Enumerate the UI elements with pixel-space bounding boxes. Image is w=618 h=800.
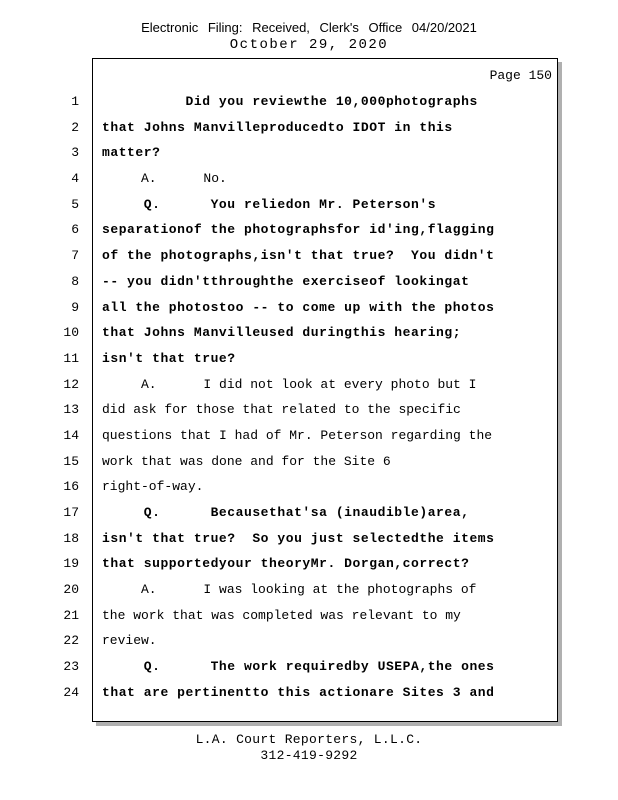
line-text: review. [102,633,157,649]
transcript-line [0,577,558,603]
page-number-row [0,63,558,89]
line-text: Q. You reliedon Mr. Peterson's [102,196,437,212]
line-text: that are pertinentto this actionare Sites 3 and [102,684,495,700]
line-number: 13 [63,402,79,418]
line-number: 6 [71,222,79,238]
line-number: 21 [63,607,79,623]
line-number: 14 [63,427,79,443]
line-text: Q. The work requiredby USEPA,the ones [102,659,495,675]
reporter-phone: 312-419-9292 [260,748,358,763]
line-text: -- you didn'tthroughthe exerciseof lookingat [102,273,470,289]
transcript-line [0,500,558,526]
line-text: isn't that true? So you just selectedthe items [102,530,495,546]
line-number: 19 [63,556,79,572]
line-text: A. No. [102,171,227,187]
line-text: that Johns Manvilleused duringthis hearing; [102,325,462,341]
line-text: A. I was looking at the photographs of [102,582,477,598]
line-number: 10 [63,325,79,341]
transcript-line [0,654,558,680]
transcript-line [0,294,558,320]
transcript-line [0,320,558,346]
line-text: of the photographs,isn't that true? You didn't [102,248,495,264]
transcript-line [0,89,558,115]
transcript-line [0,191,558,217]
transcript-line [0,448,558,474]
transcript-line [0,269,558,295]
line-text: all the photostoo -- to come up with the photos [102,299,495,315]
transcript-line [0,166,558,192]
transcript-line [0,602,558,628]
line-text: A. I did not look at every photo but I [102,376,477,392]
line-number: 7 [71,248,79,264]
line-number: 8 [71,273,79,289]
transcript-line [0,346,558,372]
reporter-company: L.A. Court Reporters, L.L.C. [195,732,423,747]
line-text: work that was done and for the Site 6 [102,453,391,469]
transcript-line [0,423,558,449]
transcript-line [0,140,558,166]
line-number: 9 [71,299,79,315]
line-text: the work that was completed was relevant to my [102,607,461,623]
line-number: 1 [71,94,79,110]
transcript-line [0,525,558,551]
line-number: 18 [63,530,79,546]
filing-header [0,20,618,53]
line-number: 16 [63,479,79,495]
line-number: 11 [63,350,79,366]
line-text: questions that I had of Mr. Peterson regarding the [102,427,493,443]
transcript-line [0,114,558,140]
line-text: separationof the photographsfor id'ing,flagging [102,222,495,238]
line-number: 23 [63,659,79,675]
line-number: 17 [63,505,79,521]
transcript-line [0,243,558,269]
line-text: right-of-way. [102,479,204,495]
line-number: 3 [71,145,79,161]
transcript-line [0,217,558,243]
hearing-date: October 29, 2020 [229,37,389,53]
page-number-label: Page 150 [489,68,552,84]
line-text: that supportedyour theoryMr. Dorgan,correct? [102,556,470,572]
line-text: that Johns Manvilleproducedto IDOT in this [102,119,453,135]
transcript-lines [0,63,558,705]
transcript-line [0,371,558,397]
line-number: 12 [63,376,79,392]
transcript-line [0,628,558,654]
transcript-line [0,474,558,500]
transcript-sheet [0,58,618,722]
line-text: Q. Becausethat'sa (inaudible)area, [102,505,470,521]
line-number: 15 [63,453,79,469]
line-number: 24 [63,684,79,700]
line-text: isn't that true? [102,350,236,366]
line-number: 22 [63,633,79,649]
line-number: 5 [71,196,79,212]
transcript-line [0,397,558,423]
line-number: 4 [71,171,79,187]
line-text: Did you reviewthe 10,000photographs [102,94,478,110]
line-text: matter? [102,145,161,161]
line-text: did ask for those that related to the specific [102,402,461,418]
reporter-footer [0,732,618,764]
transcript-line [0,680,558,706]
transcript-line [0,551,558,577]
line-number: 20 [63,582,79,598]
line-number: 2 [71,119,79,135]
efiling-stamp: Electronic Filing: Received, Clerk's Office 04/20/2021 [141,20,477,35]
